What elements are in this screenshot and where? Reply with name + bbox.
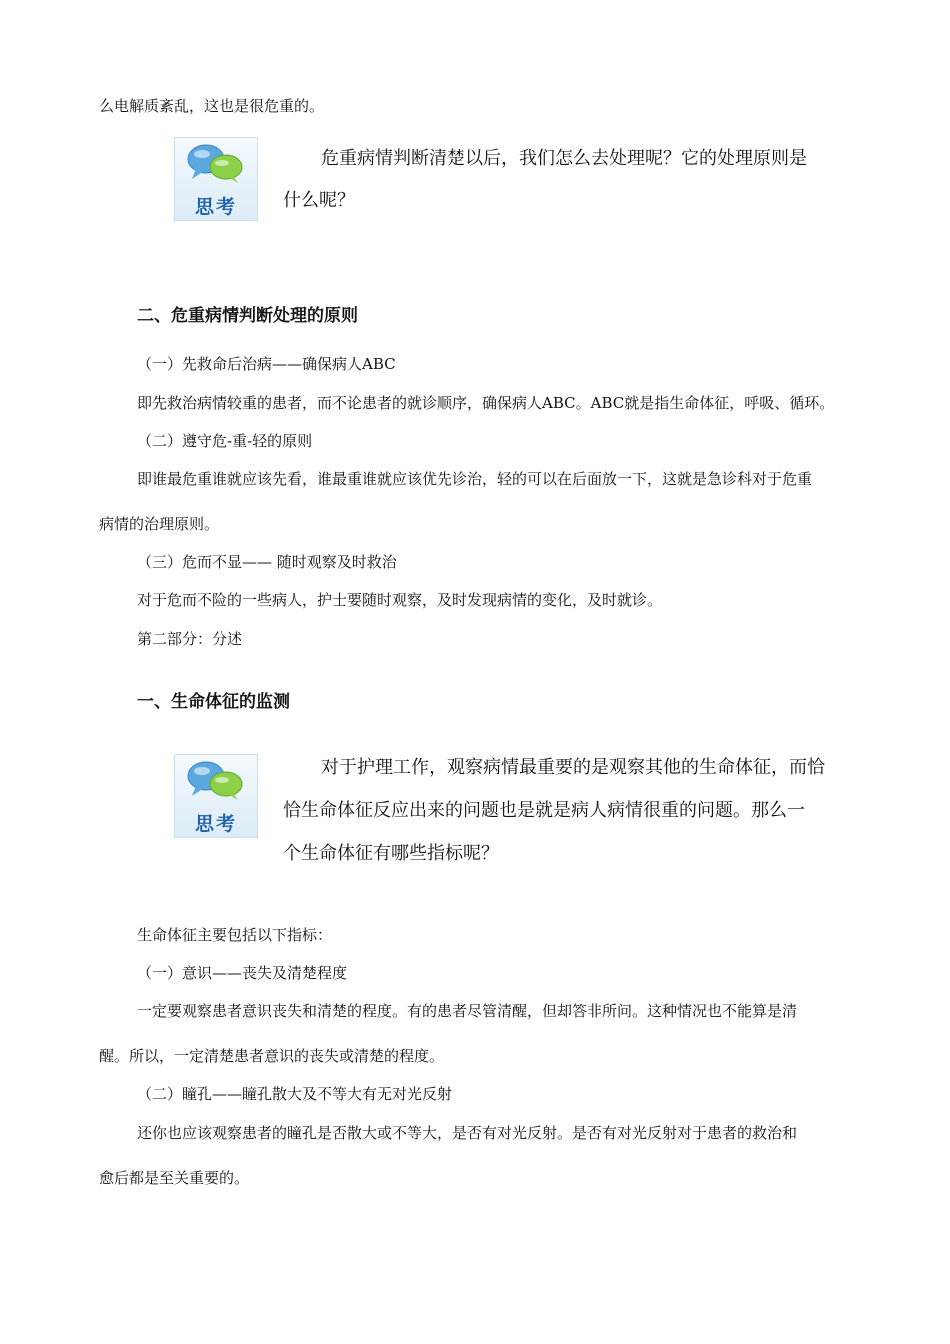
think-question-line: 对于护理工作，观察病情最重要的是观察其他的生命体征，而恰 — [321, 757, 825, 778]
paragraph: 醒。所以，一定清楚患者意识的丧失或清楚的程度。 — [99, 1047, 445, 1065]
think-icon — [174, 754, 258, 838]
paragraph: 病情的治理原则。 — [99, 515, 220, 533]
think-label: 思考 — [194, 813, 237, 835]
paragraph: 一定要观察患者意识丧失和清楚的程度。有的患者尽管清醒，但却答非所问。这种情况也不能算是清 — [137, 1002, 798, 1020]
paragraph: 愈后都是至关重要的。 — [99, 1169, 250, 1187]
part-title: 第二部分：分述 — [137, 630, 243, 648]
think-question-line: 恰生命体征反应出来的问题也是就是病人病情很重的问题。那么一 — [283, 800, 805, 821]
think-icon — [174, 137, 258, 221]
paragraph: 即先救治病情较重的患者，而不论患者的就诊顺序，确保病人ABC。ABC就是指生命体征，呼吸、循环。 — [137, 394, 835, 412]
section-heading: 一、生命体征的监测 — [137, 692, 290, 712]
subheading: （二）遵守危-重-轻的原则 — [137, 432, 313, 450]
paragraph: 生命体征主要包括以下指标： — [137, 926, 333, 944]
think-question-line: 什么呢？ — [283, 190, 355, 211]
think-question-line: 个生命体征有哪些指标呢？ — [283, 843, 499, 864]
paragraph: 即谁最危重谁就应该先看，谁最重谁就应该优先诊治，轻的可以在后面放一下，这就是急诊科对于危重 — [137, 470, 813, 488]
think-question-line: 危重病情判断清楚以后，我们怎么去处理呢？它的处理原则是 — [321, 148, 807, 169]
continued-paragraph: 么电解质紊乱，这也是很危重的。 — [99, 97, 325, 115]
subheading: （一）意识——丧失及清楚程度 — [137, 964, 348, 982]
paragraph: 还你也应该观察患者的瞳孔是否散大或不等大，是否有对光反射。是否有对光反射对于患者的救治和 — [137, 1124, 798, 1142]
subheading: （一）先救命后治病——确保病人ABC — [137, 355, 396, 373]
subheading: （二）瞳孔——瞳孔散大及不等大有无对光反射 — [137, 1085, 453, 1103]
think-label: 思考 — [194, 196, 237, 218]
section-heading: 二、危重病情判断处理的原则 — [137, 306, 358, 326]
subheading: （三）危而不显—— 随时观察及时救治 — [137, 553, 397, 571]
paragraph: 对于危而不险的一些病人，护士要随时观察，及时发现病情的变化，及时就诊。 — [137, 591, 663, 609]
